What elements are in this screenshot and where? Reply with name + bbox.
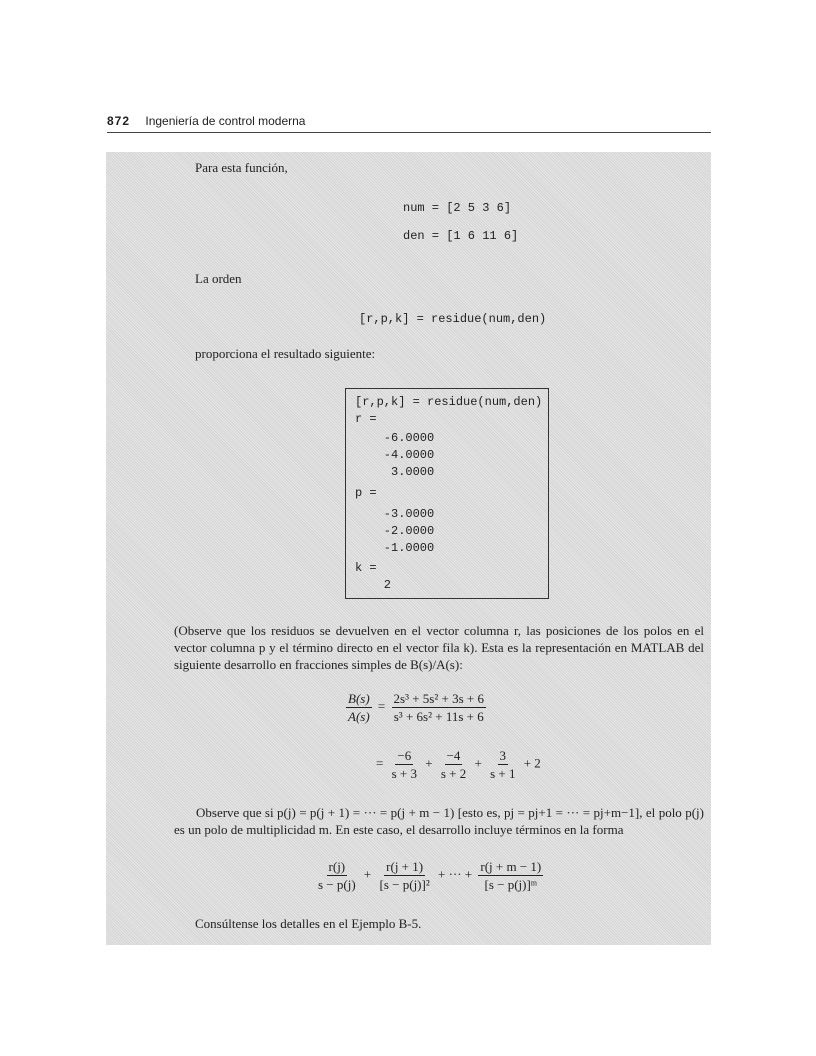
den-definition: den = [1 6 11 6] — [403, 229, 519, 243]
term2-numerator: −4 — [446, 748, 461, 763]
observation-paragraph: (Observe que los residuos se devuelven en el vector columna r, las posiciones de los polos en el vector columna p y el término directo en el vector fila k). Esta es la representación en MATLAB del siguiente desarrollo en fracciones simples de B(s)/A(s): — [174, 623, 704, 672]
code-line: k = — [355, 561, 377, 575]
term3-denominator: [s − p(j)]ᵐ — [484, 877, 538, 892]
page-number: 872 — [107, 114, 131, 128]
term3-numerator: 3 — [499, 748, 506, 763]
matlab-output-box — [345, 388, 549, 599]
term1-denominator: s − p(j) — [318, 877, 356, 892]
code-line: [r,p,k] = residue(num,den) — [355, 395, 543, 409]
term3-denominator: s + 1 — [490, 766, 516, 781]
code-line: -2.0000 — [355, 524, 435, 538]
rhs-denominator: s³ + 6s² + 11s + 6 — [393, 709, 484, 724]
result-label: proporciona el resultado siguiente: — [195, 346, 376, 361]
book-title: Ingeniería de control moderna — [145, 114, 306, 128]
transfer-function-equation: $\frac{B(s)}{A(s)}$ = $\frac{\text{2s³ + 5s² + 3s + 6}}{\text{s³ + 6s² + 11s + 6}}$ — [348, 691, 484, 724]
order-label: La orden — [195, 271, 242, 286]
code-line: -1.0000 — [355, 541, 435, 555]
term2-denominator: [s − p(j)]² — [379, 877, 430, 892]
code-line: -6.0000 — [355, 431, 435, 445]
ellipsis: + ··· + — [437, 866, 473, 882]
num-definition: num = [2 5 3 6] — [403, 201, 512, 215]
code-line: -4.0000 — [355, 448, 435, 462]
running-header — [107, 114, 305, 128]
multiplicity-paragraph: Observe que si p(j) = p(j + 1) = ··· = p(j + m − 1) [esto es, pj = pj+1 = ··· = pj+m−1], el polo p(j) es un polo de multiplicidad m. En este caso, el desarrollo incluye términos en la forma — [174, 805, 704, 837]
term2-numerator: r(j + 1) — [386, 859, 424, 874]
lhs-numerator: B(s) — [348, 691, 370, 706]
code-line: 2 — [355, 578, 392, 592]
term2-denominator: s + 2 — [440, 766, 467, 781]
code-line: 3.0000 — [355, 465, 435, 479]
rhs-numerator: 2s³ + 5s² + 3s + 6 — [393, 691, 484, 706]
term1-denominator: s + 3 — [391, 766, 417, 781]
lhs-denominator: A(s) — [348, 709, 370, 724]
header-rule — [107, 132, 711, 133]
term1-numerator: −6 — [397, 748, 412, 763]
closing-text: Consúltense los detalles en el Ejemplo B-5. — [195, 916, 422, 931]
direct-term: + 2 — [523, 755, 541, 771]
partial-fraction-equation: = $\frac{-6}{s + 3}$ + $\frac{-4}{s + 2}$ + $\frac{3}{s + 1}$ + 2 — [376, 748, 541, 781]
code-line: p = — [355, 486, 377, 500]
code-line: -3.0000 — [355, 507, 435, 521]
code-line: r = — [355, 412, 377, 426]
intro-text: Para esta función, — [195, 160, 288, 175]
term1-numerator: r(j) — [328, 859, 346, 874]
term3-numerator: r(j + m − 1) — [480, 859, 542, 874]
multiple-pole-terms-equation: $\frac{r(j)}{s - p(j)}$ + $\frac{r(j + 1)}{\text{[s − p(j)]²}}$ + ··· + $\frac{r(j + m - 1)}{\text{[s − p(j)]ᵐ}}$ — [318, 859, 542, 892]
residue-command: [r,p,k] = residue(num,den) — [359, 312, 547, 326]
